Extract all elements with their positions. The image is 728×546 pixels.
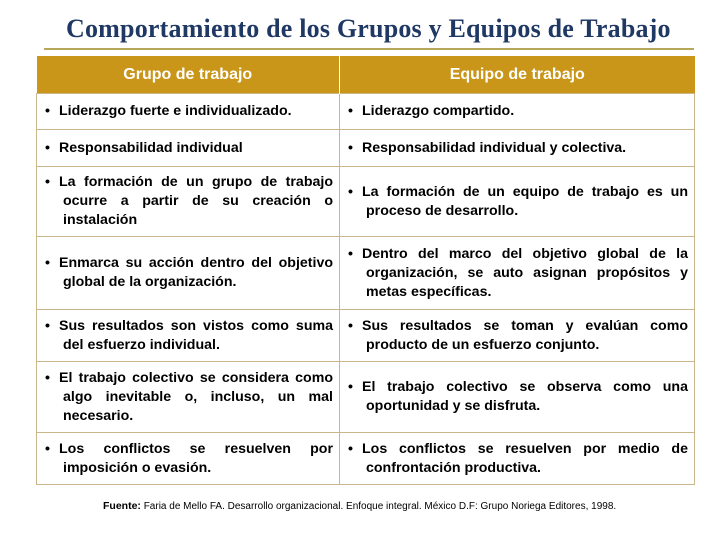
bullet-icon: •: [45, 103, 50, 119]
cell-text: La formación de un grupo de trabajo ocurre a partir de su creación o instalación: [59, 174, 333, 228]
table-row: [37, 433, 695, 485]
bullet-icon: •: [348, 317, 353, 334]
table-row: [37, 130, 695, 167]
bullet-icon: •: [348, 379, 353, 395]
page-title: Comportamiento de los Grupos y Equipos de Trabajo: [66, 14, 671, 43]
header-grupo: Grupo de trabajo: [37, 56, 340, 94]
bullet-icon: •: [45, 369, 50, 386]
table-cell: [340, 130, 695, 167]
cell-text: La formación de un equipo de trabajo es un proceso de desarrollo.: [362, 183, 688, 219]
cell-text: El trabajo colectivo se considera como algo inevitable o, incluso, un mal necesario.: [59, 369, 333, 424]
table-cell: [340, 237, 695, 310]
cell-text: Liderazgo compartido.: [362, 103, 515, 119]
table-cell: [37, 94, 340, 130]
table-cell: [340, 94, 695, 130]
comparison-table: [36, 56, 695, 485]
table-cell: [37, 130, 340, 167]
cell-text: Enmarca su acción dentro del objetivo global de la organización.: [59, 255, 333, 290]
cell-text: El trabajo colectivo se observa como una oportunidad y se disfruta.: [362, 379, 688, 414]
bullet-icon: •: [348, 245, 353, 262]
table-header-row: [37, 56, 695, 94]
cell-text: Los conflictos se resuelven por imposición o evasión.: [59, 440, 333, 476]
table-row: [37, 310, 695, 362]
cell-text: Responsabilidad individual y colectiva.: [362, 139, 627, 156]
cell-text: Sus resultados se toman y evalúan como producto de un esfuerzo conjunto.: [362, 317, 688, 353]
table-cell: [37, 167, 340, 237]
bullet-icon: •: [348, 183, 353, 200]
table-cell: [37, 237, 340, 310]
cell-text: Responsabilidad individual: [59, 139, 243, 156]
bullet-icon: •: [45, 139, 50, 156]
cell-text: Dentro del marco del objetivo global de la organización, se auto asignan propósitos y metas específicas.: [362, 245, 688, 300]
table-cell: [340, 310, 695, 362]
table-cell: [340, 362, 695, 433]
bullet-icon: •: [348, 139, 353, 156]
bullet-icon: •: [45, 174, 50, 190]
cell-text: Los conflictos se resuelven por medio de confrontación productiva.: [362, 440, 688, 476]
table-row: [37, 362, 695, 433]
table-row: [37, 167, 695, 237]
footnote-text: Faria de Mello FA. Desarrollo organizacional. Enfoque integral. México D.F: Grupo Noriega Editores, 1998.: [143, 501, 617, 512]
bullet-icon: •: [45, 440, 50, 457]
footnote-label: Fuente:: [103, 500, 141, 512]
source-footnote: [103, 500, 616, 512]
bullet-icon: •: [348, 440, 353, 457]
table-cell: [340, 433, 695, 485]
cell-text: Liderazgo fuerte e individualizado.: [59, 103, 292, 119]
table-cell: [340, 167, 695, 237]
table-cell: [37, 362, 340, 433]
bullet-icon: •: [45, 317, 50, 334]
cell-text: Sus resultados son vistos como suma del esfuerzo individual.: [59, 317, 333, 353]
table-cell: [37, 433, 340, 485]
table-row: [37, 237, 695, 310]
table-row: [37, 94, 695, 130]
table-cell: [37, 310, 340, 362]
title-divider: [44, 48, 694, 50]
bullet-icon: •: [348, 103, 353, 119]
bullet-icon: •: [45, 255, 50, 271]
header-equipo: Equipo de trabajo: [340, 56, 695, 94]
